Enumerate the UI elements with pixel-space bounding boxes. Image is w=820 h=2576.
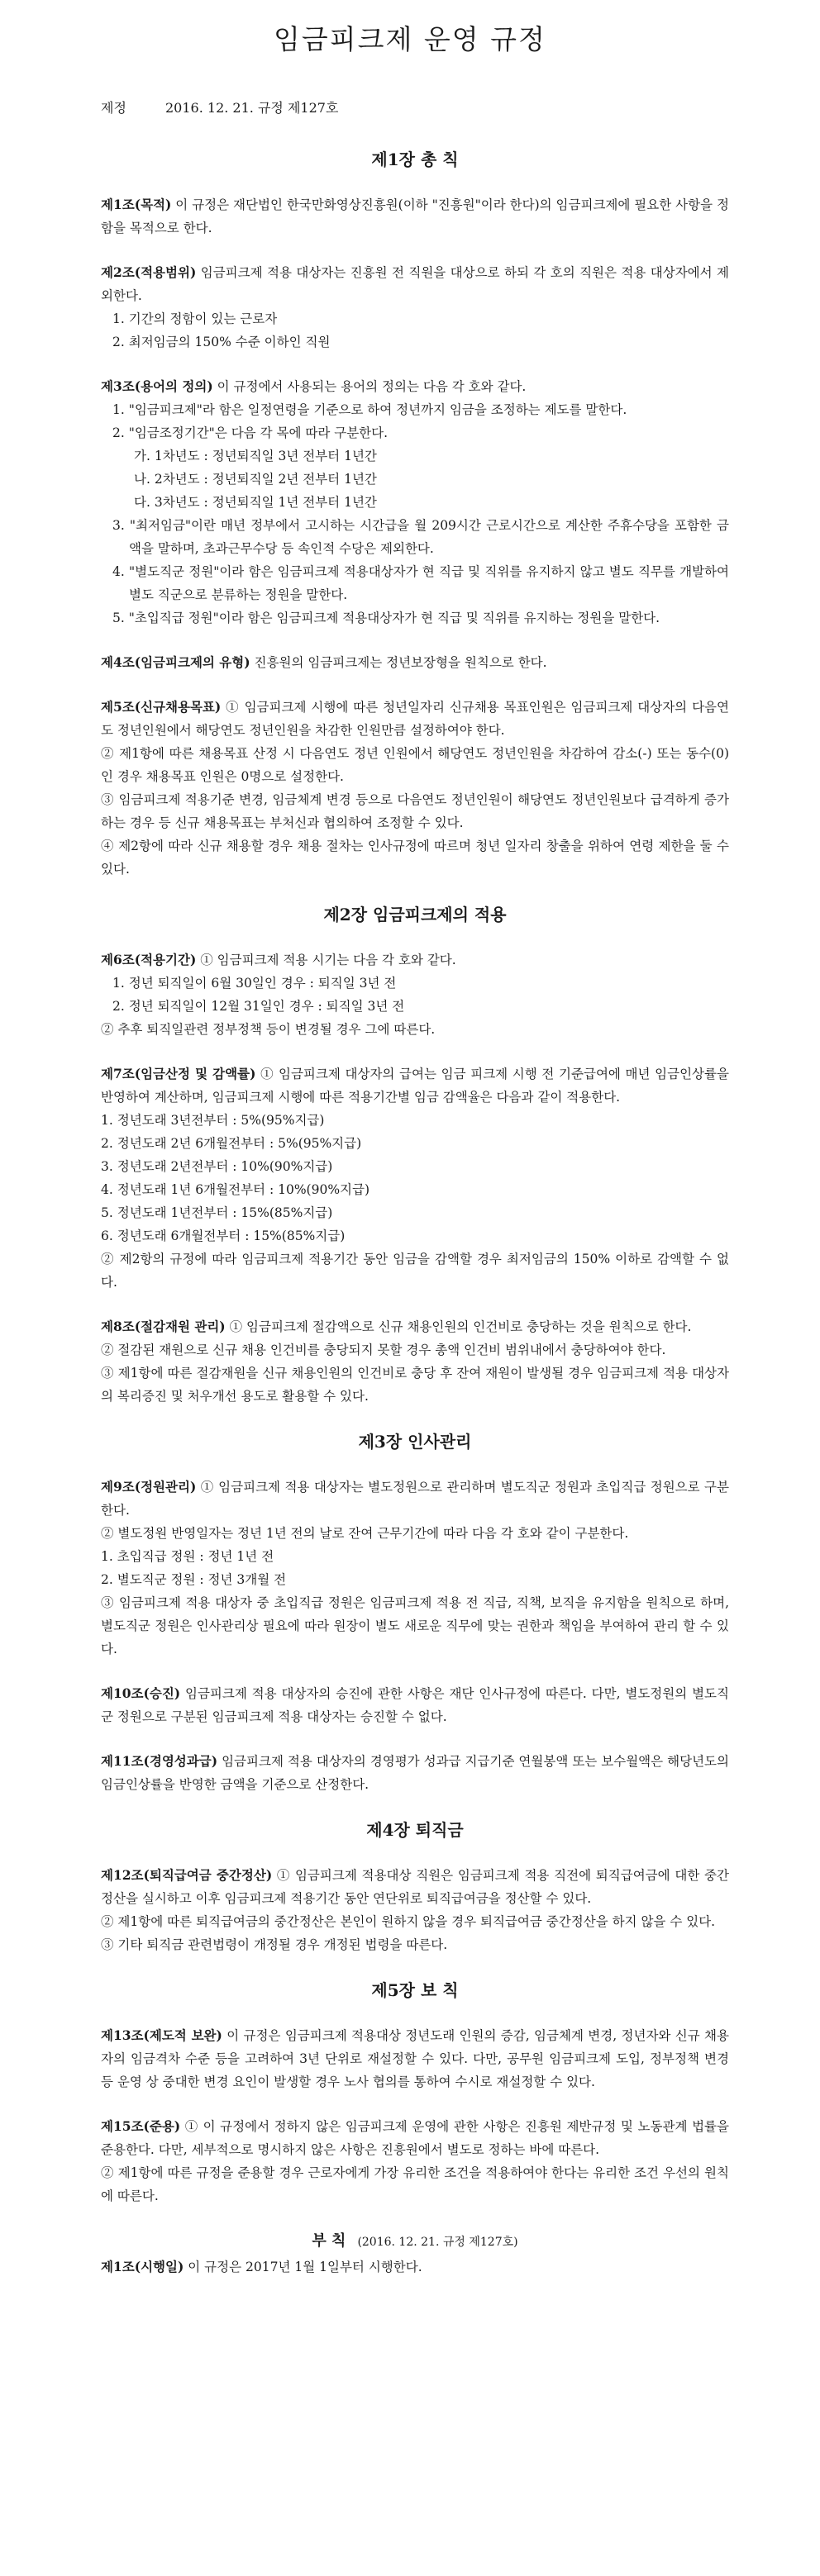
chapter-name: 임금피크제의 적용 (373, 905, 507, 924)
supplement-note: (2016. 12. 21. 규정 제127호) (357, 2236, 518, 2249)
list-item: ③ 임금피크제 적용기준 변경, 임금체계 변경 등으로 다음연도 정년인원이 해당연도 정년인원보다 급격하게 증가하는 경우 등 신규 채용목표는 부처신과 협의하여 조정할 수 있다. (101, 792, 729, 830)
list-item: ② 제1항에 따른 규정을 준용할 경우 근로자에게 가장 유리한 조건을 적용하여야 한다는 유리한 조건 우선의 원칙에 따른다. (101, 2165, 729, 2203)
article-1 (101, 193, 729, 240)
article-11 (101, 1750, 729, 1796)
article-heading: 제4조(임금피크제의 유형) (101, 654, 250, 670)
list-item: 가. 1차년도 : 정년퇴직일 3년 전부터 1년간 (134, 449, 377, 463)
list-item: ④ 제2항에 따라 신규 채용할 경우 채용 절차는 인사규정에 따르며 청년 일자리 창출을 위하여 연령 제한을 둘 수 있다. (101, 839, 729, 877)
chapter-number: 제4장 (366, 1820, 410, 1840)
chapter-name: 인사관리 (408, 1432, 472, 1452)
article-text: 이 규정은 2017년 1월 1일부터 시행한다. (188, 2260, 422, 2274)
chapter-heading (101, 147, 729, 172)
list-item: ② 추후 퇴직일관련 정부정책 등이 변경될 경우 그에 따른다. (101, 1022, 436, 1037)
article-15 (101, 2115, 729, 2208)
article-text: ① 임금피크제 절감액으로 신규 채용인원의 인건비로 충당하는 것을 원칙으로 한다. (229, 1319, 692, 1334)
article-heading: 제3조(용어의 정의) (101, 378, 213, 394)
chapter-name: 보 칙 (420, 1980, 459, 2000)
chapter-number: 제3장 (358, 1432, 403, 1452)
article-text: 이 규정에서 사용되는 용어의 정의는 다음 각 호와 같다. (217, 379, 527, 394)
list-item: ② 별도정원 반영일자는 정년 1년 전의 날로 잔여 근무기간에 따라 다음 각 호와 같이 구분한다. (101, 1526, 629, 1541)
article-heading: 제6조(적용기간) (101, 952, 197, 967)
article-text: 이 규정은 임금피크제 적용대상 정년도래 인원의 증감, 임금체계 변경, 정년자와 신규 채용자의 임금격차 수준 등을 고려하여 3년 단위로 재설정할 수 있다. 다만, 공무원 임금피크제 도입, 정부정책 변경 등 운영 상 중대한 변경 요인이 발생할 경우 노사 협의를 통하여 수시로 재설정할 수 있다. (101, 2028, 729, 2089)
article-13 (101, 2024, 729, 2094)
list-item: ② 절감된 재원으로 신규 채용 인건비를 충당되지 못할 경우 총액 인건비 범위내에서 충당하여야 한다. (101, 1343, 666, 1357)
article-9 (101, 1476, 729, 1661)
list-item: 6. 정년도래 6개월전부터 : 15%(85%지급) (101, 1229, 346, 1243)
article-heading: 제9조(정원관리) (101, 1479, 197, 1495)
article-heading: 제13조(제도적 보완) (101, 2027, 222, 2043)
list-item: ② 제2항의 규정에 따라 임금피크제 적용기간 동안 임금을 감액할 경우 최저임금의 150% 이하로 감액할 수 없다. (101, 1252, 729, 1290)
chapter-name: 총 칙 (420, 150, 459, 169)
list-item: ③ 제1항에 따른 절감재원을 신규 채용인원의 인건비로 충당 후 잔여 재원이 발생될 경우 임금피크제 적용 대상자의 복리증진 및 처우개선 용도로 활용할 수 있다. (101, 1366, 729, 1404)
chapter-heading (101, 1978, 729, 2003)
list-item: 5. "초입직급 정원"이라 함은 임금피크제 적용대상자가 현 직급 및 직위를 유지하는 정원을 말한다. (112, 611, 660, 625)
article-text: ① 이 규정에서 정하지 않은 임금피크제 운영에 관한 사항은 진흥원 제반규정 및 노동관계 법률을 준용한다. 다만, 세부적으로 명시하지 않은 사항은 진흥원에서 별도로 정하는 바에 따른다. (101, 2119, 729, 2157)
article-3 (101, 375, 729, 630)
article-heading: 제8조(절감재원 관리) (101, 1319, 226, 1334)
chapter-name: 퇴직금 (415, 1820, 464, 1840)
article-7 (101, 1062, 729, 1294)
article-text: 진흥원의 임금피크제는 정년보장형을 원칙으로 한다. (254, 655, 547, 670)
chapter-heading (101, 902, 729, 927)
chapter-heading (101, 1429, 729, 1454)
article-heading: 제2조(적용범위) (101, 264, 197, 280)
chapter-number: 제1장 (371, 150, 415, 169)
supplement-heading (101, 2229, 729, 2254)
article-heading: 제1조(목적) (101, 197, 172, 212)
article-4 (101, 651, 729, 674)
article-heading: 제10조(승진) (101, 1685, 181, 1701)
list-item: ② 제1항에 따른 채용목표 산정 시 다음연도 정년 인원에서 해당연도 정년인원을 차감하여 감소(-) 또는 동수(0)인 경우 채용목표 인원은 0명으로 설정한다. (101, 746, 729, 784)
article-text: 임금피크제 적용 대상자의 경영평가 성과급 지급기준 연월봉액 또는 보수월액은 해당년도의 임금인상률을 반영한 금액을 기준으로 산정한다. (101, 1754, 729, 1792)
enactment-line (101, 97, 338, 116)
article-text: ① 임금피크제 대상자의 급여는 임금 피크제 시행 전 기준급여에 매년 임금인상률을 반영하여 계산하며, 임금피크제 시행에 따른 적용기간별 임금 감액율은 다음과 같이 적용한다. (101, 1067, 729, 1105)
article-10 (101, 1682, 729, 1728)
supplement-title: 부 칙 (312, 2232, 346, 2250)
list-item: 4. "별도직군 정원"이라 함은 임금피크제 적용대상자가 현 직급 및 직위를 유지하지 않고 별도 직무를 개발하여 별도 직군으로 분류하는 정원을 말한다. (112, 564, 729, 602)
supplement-article (101, 2255, 729, 2279)
article-text: 임금피크제 적용 대상자는 진흥원 전 직원을 대상으로 하되 각 호의 직원은 적용 대상자에서 제외한다. (101, 265, 729, 303)
list-item: 1. 기간의 정함이 있는 근로자 (112, 311, 278, 326)
chapter-heading (101, 1818, 729, 1842)
article-heading: 제15조(준용) (101, 2118, 181, 2134)
list-item: 3. 정년도래 2년전부터 : 10%(90%지급) (101, 1159, 333, 1174)
article-heading: 제12조(퇴직급여금 중간정산) (101, 1867, 273, 1883)
article-text: 이 규정은 재단법인 한국만화영상진흥원(이하 "진흥원"이라 한다)의 임금피크제에 필요한 사항을 정함을 목적으로 한다. (101, 197, 729, 235)
chapter-number: 제5장 (371, 1980, 415, 2000)
article-text: ① 임금피크제 적용 시기는 다음 각 호와 같다. (200, 953, 456, 967)
list-item: 2. 정년도래 2년 6개월전부터 : 5%(95%지급) (101, 1136, 362, 1151)
article-text: ① 임금피크제 적용 대상자는 별도정원으로 관리하며 별도직군 정원과 초입직급 정원으로 구분한다. (101, 1480, 729, 1518)
article-heading: 제5조(신규채용목표) (101, 699, 222, 715)
article-heading: 제1조(시행일) (101, 2259, 184, 2274)
list-item: 1. 정년 퇴직일이 6월 30일인 경우 : 퇴직일 3년 전 (112, 976, 397, 991)
list-item: 1. "임금피크제"라 함은 일정연령을 기준으로 하여 정년까지 임금을 조정하는 제도를 말한다. (112, 402, 627, 417)
article-heading: 제7조(임금산정 및 감액률) (101, 1066, 256, 1081)
article-12 (101, 1864, 729, 1956)
document-body (101, 147, 729, 2279)
article-text: 임금피크제 적용 대상자의 승진에 관한 사항은 재단 인사규정에 따른다. 다만, 별도정원의 별도직군 정원으로 구분된 임금피크제 적용 대상자는 승진할 수 없다. (101, 1686, 729, 1724)
list-item: ③ 기타 퇴직금 관련법령이 개정될 경우 개정된 법령을 따른다. (101, 1937, 448, 1952)
list-item: 2. 별도직군 정원 : 정년 3개월 전 (101, 1572, 287, 1587)
list-item: 다. 3차년도 : 정년퇴직일 1년 전부터 1년간 (134, 495, 377, 510)
list-item: 2. 정년 퇴직일이 12월 31일인 경우 : 퇴직일 3년 전 (112, 999, 405, 1014)
list-item: 3. "최저임금"이란 매년 정부에서 고시하는 시간급을 월 209시간 근로시간으로 계산한 주휴수당을 포함한 금액을 말하며, 초과근무수당 등 속인적 수당은 제외한다. (112, 518, 729, 556)
article-5 (101, 696, 729, 881)
chapter-number: 제2장 (323, 905, 368, 924)
list-item: 4. 정년도래 1년 6개월전부터 : 10%(90%지급) (101, 1182, 370, 1197)
article-2 (101, 261, 729, 354)
list-item: 2. 최저임금의 150% 수준 이하인 직원 (112, 335, 331, 349)
list-item: 2. "임금조정기간"은 다음 각 목에 따라 구분한다. (112, 425, 389, 440)
article-6 (101, 948, 729, 1041)
article-heading: 제11조(경영성과급) (101, 1753, 218, 1769)
list-item: 1. 정년도래 3년전부터 : 5%(95%지급) (101, 1113, 325, 1128)
article-8 (101, 1315, 729, 1408)
article-text: ① 임금피크제 시행에 따른 청년일자리 신규채용 목표인원은 임금피크제 대상자의 다음연도 정년인원에서 해당연도 정년인원을 차감한 인원만큼 설정하여야 한다. (101, 700, 729, 738)
enactment-label: 제정 (101, 100, 126, 116)
article-text: ① 임금피크제 적용대상 직원은 임금피크제 적용 직전에 퇴직급여금에 대한 중간정산을 실시하고 이후 임금피크제 적용기간 동안 연단위로 퇴직급여금을 정산할 수 있다. (101, 1868, 729, 1906)
document-title: 임금피크제 운영 규정 (274, 23, 546, 55)
list-item: ② 제1항에 따른 퇴직급여금의 중간정산은 본인이 원하지 않을 경우 퇴직급여금 중간정산을 하지 않을 수 있다. (101, 1914, 716, 1929)
list-item: 5. 정년도래 1년전부터 : 15%(85%지급) (101, 1205, 333, 1220)
list-item: 나. 2차년도 : 정년퇴직일 2년 전부터 1년간 (134, 472, 377, 487)
list-item: 1. 초입직급 정원 : 정년 1년 전 (101, 1549, 274, 1564)
list-item: ③ 임금피크제 적용 대상자 중 초입직급 정원은 임금피크제 적용 전 직급, 직책, 보직을 유지함을 원칙으로 하며, 별도직군 정원은 인사관리상 필요에 따라 원장이 별도 새로운 직무에 맞는 권한과 책임을 부여하여 관리 할 수 있다. (101, 1595, 729, 1656)
enactment-value: 2016. 12. 21. 규정 제127호 (165, 100, 339, 116)
